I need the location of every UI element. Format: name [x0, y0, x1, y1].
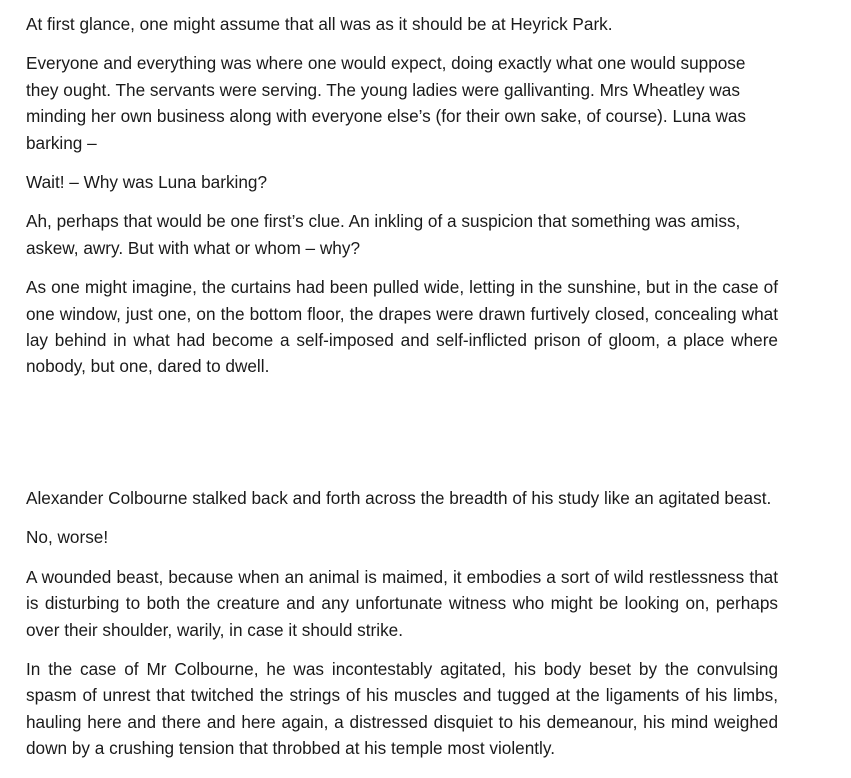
paragraph-opening: At first glance, one might assume that all was as it should be at Heyrick Park. [26, 14, 613, 34]
section-break [26, 393, 778, 485]
paragraph-wounded-beast: A wounded beast, because when an animal is maimed, it embodies a sort of wild restlessness that is disturbing to both the creature and any unfortunate witness who might be looking on, perhaps over their shoulder, warily, in case it should strike. [26, 566, 778, 640]
paragraph-clue: Ah, perhaps that would be one first’s clue. An inkling of a suspicion that something was amiss, askew, awry. But with what or whom – why? [26, 211, 741, 258]
paragraph-curtains: As one might imagine, the curtains had been pulled wide, letting in the sunshine, but in the case of one window, just one, on the bottom floor, the drapes were drawn furtively closed, concealing what lay behind in what had become a self-imposed and self-inflicted prison of gloom, a place where nobody, but one, dared to dwell. [26, 277, 778, 377]
paragraph-wait: Wait! – Why was Luna barking? [26, 172, 268, 193]
paragraph-everyone: Everyone and everything was where one would expect, doing exactly what one would suppose they ought. The servants were serving. The young ladies were gallivanting. Mrs Wheatley was minding her own business along with everyone else’s (for their own sake, of course). Luna was barking – [26, 53, 747, 153]
paragraph-worse: No, worse! [26, 527, 109, 548]
paragraph-colbourne: Alexander Colbourne stalked back and forth across the breadth of his study like an agitated beast. [26, 487, 772, 508]
document-body [26, 11, 778, 775]
paragraph-agitated: In the case of Mr Colbourne, he was incontestably agitated, his body beset by the convulsing spasm of unrest that twitched the strings of his muscles and tugged at the ligaments of his limbs, hauling here and there and here again, a distressed disquiet to his demeanour, his mind weighed down by a crushing tension that throbbed at his temple most violently. [26, 658, 778, 759]
